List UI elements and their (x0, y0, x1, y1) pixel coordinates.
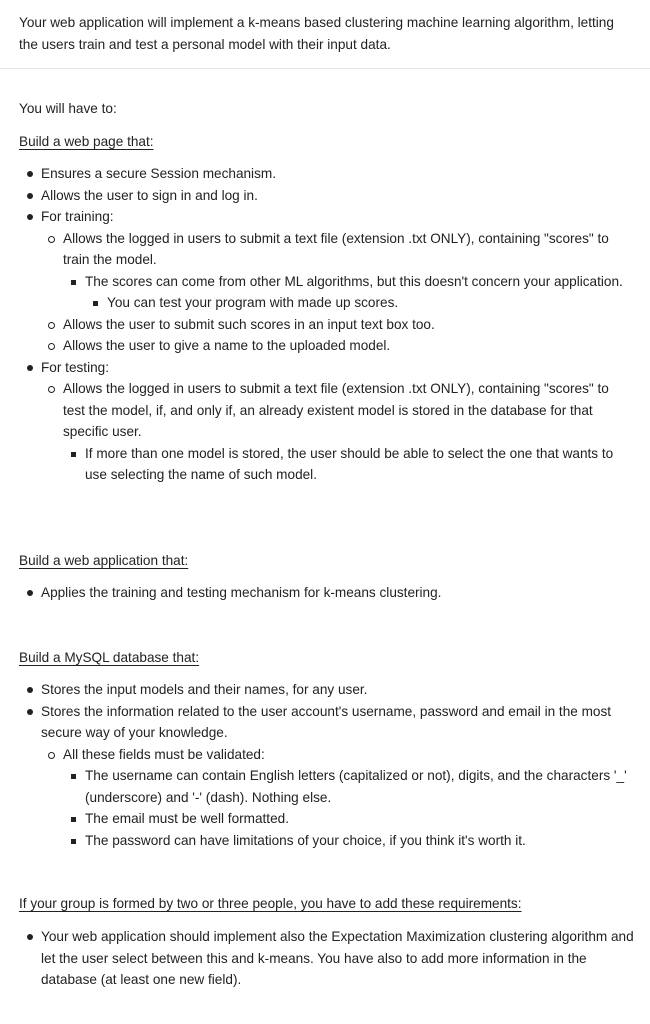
database-list (19, 679, 634, 851)
list-item: Your web application should implement also the Expectation Maximization clustering algorithm and let the user select between this and k-means. You have also to add more information in the database (at least one new field). (19, 926, 634, 991)
bullet-square-icon (63, 271, 85, 292)
bullet-square-icon (85, 292, 107, 313)
list-item: Applies the training and testing mechanism for k-means clustering. (19, 582, 634, 604)
bullet-disc-icon (19, 582, 41, 603)
bullet-disc-icon (19, 206, 41, 227)
intro-paragraph: Your web application will implement a k-means based clustering machine learning algorithm, letting the users train and test a personal model with their input data. (19, 15, 614, 52)
bullet-square-icon (63, 443, 85, 464)
bullet-circle-icon (41, 228, 63, 249)
web-page-heading: Build a web page that: (19, 134, 154, 149)
list-item: Allows the user to sign in and log in. (19, 185, 634, 207)
bullet-disc-icon (19, 701, 41, 722)
web-application-heading: Build a web application that: (19, 553, 189, 568)
list-item: The email must be well formatted. (63, 808, 634, 830)
database-heading: Build a MySQL database that: (19, 650, 200, 665)
list-item: Stores the information related to the user account's username, password and email in the most secure way of your knowledge. All these fields must be validated: The username can contain English letters (capitalized or not), digits, and the characters '_' (underscore) and '-' (dash). Nothing else. The email must be well formatted. The password can have limitations of your choice, if you think it's worth it. (19, 701, 634, 852)
group-requirements-heading: If your group is formed by two or three people, you have to add these requirements: (19, 896, 522, 911)
list-item: You can test your program with made up scores. (85, 292, 634, 314)
bullet-square-icon (63, 808, 85, 829)
list-item: For testing: Allows the logged in users to submit a text file (extension .txt ONLY), containing "scores" to test the model, if, and only if, an already existent model is stored in the database for that specific user. If more than one model is stored, the user should be able to select the one that wants to use selecting the name of such model. (19, 357, 634, 486)
list-item: Allows the user to give a name to the uploaded model. (41, 335, 634, 357)
web-application-list (19, 582, 634, 604)
bullet-square-icon (63, 765, 85, 786)
list-item: For training: Allows the logged in users to submit a text file (extension .txt ONLY), containing "scores" to train the model. The scores can come from other ML algorithms, but this doesn't concern your application. You can test your program with made up scores. Allows the user to submit such scores in an input text box too. Allows the user to give a name to the uploaded model. (19, 206, 634, 357)
bullet-circle-icon (41, 744, 63, 765)
list-item: The scores can come from other ML algorithms, but this doesn't concern your application. You can test your program with made up scores. (63, 271, 634, 314)
bullet-disc-icon (19, 185, 41, 206)
list-item: All these fields must be validated: The username can contain English letters (capitalized or not), digits, and the characters '_' (underscore) and '-' (dash). Nothing else. The email must be well formatted. The password can have limitations of your choice, if you think it's worth it. (41, 744, 634, 852)
divider (0, 68, 650, 69)
bullet-disc-icon (19, 679, 41, 700)
bullet-circle-icon (41, 314, 63, 335)
you-will-have-to-text: You will have to: (19, 101, 117, 116)
bullet-circle-icon (41, 335, 63, 356)
bullet-square-icon (63, 830, 85, 851)
list-item: Allows the logged in users to submit a text file (extension .txt ONLY), containing "scores" to test the model, if, and only if, an already existent model is stored in the database for that specific user. If more than one model is stored, the user should be able to select the one that wants to use selecting the name of such model. (41, 378, 634, 486)
list-item: Allows the logged in users to submit a text file (extension .txt ONLY), containing "scores" to train the model. The scores can come from other ML algorithms, but this doesn't concern your application. You can test your program with made up scores. (41, 228, 634, 314)
bullet-disc-icon (19, 163, 41, 184)
list-item: Allows the user to submit such scores in an input text box too. (41, 314, 634, 336)
web-page-list (19, 163, 634, 486)
bullet-circle-icon (41, 378, 63, 399)
list-item: Ensures a secure Session mechanism. (19, 163, 634, 185)
bullet-disc-icon (19, 926, 41, 947)
list-item: The username can contain English letters (capitalized or not), digits, and the characters '_' (underscore) and '-' (dash). Nothing else. (63, 765, 634, 808)
bullet-disc-icon (19, 357, 41, 378)
list-item: The password can have limitations of your choice, if you think it's worth it. (63, 830, 634, 852)
list-item: Stores the input models and their names, for any user. (19, 679, 634, 701)
list-item: If more than one model is stored, the user should be able to select the one that wants to use selecting the name of such model. (63, 443, 634, 486)
group-requirements-list (19, 926, 634, 991)
